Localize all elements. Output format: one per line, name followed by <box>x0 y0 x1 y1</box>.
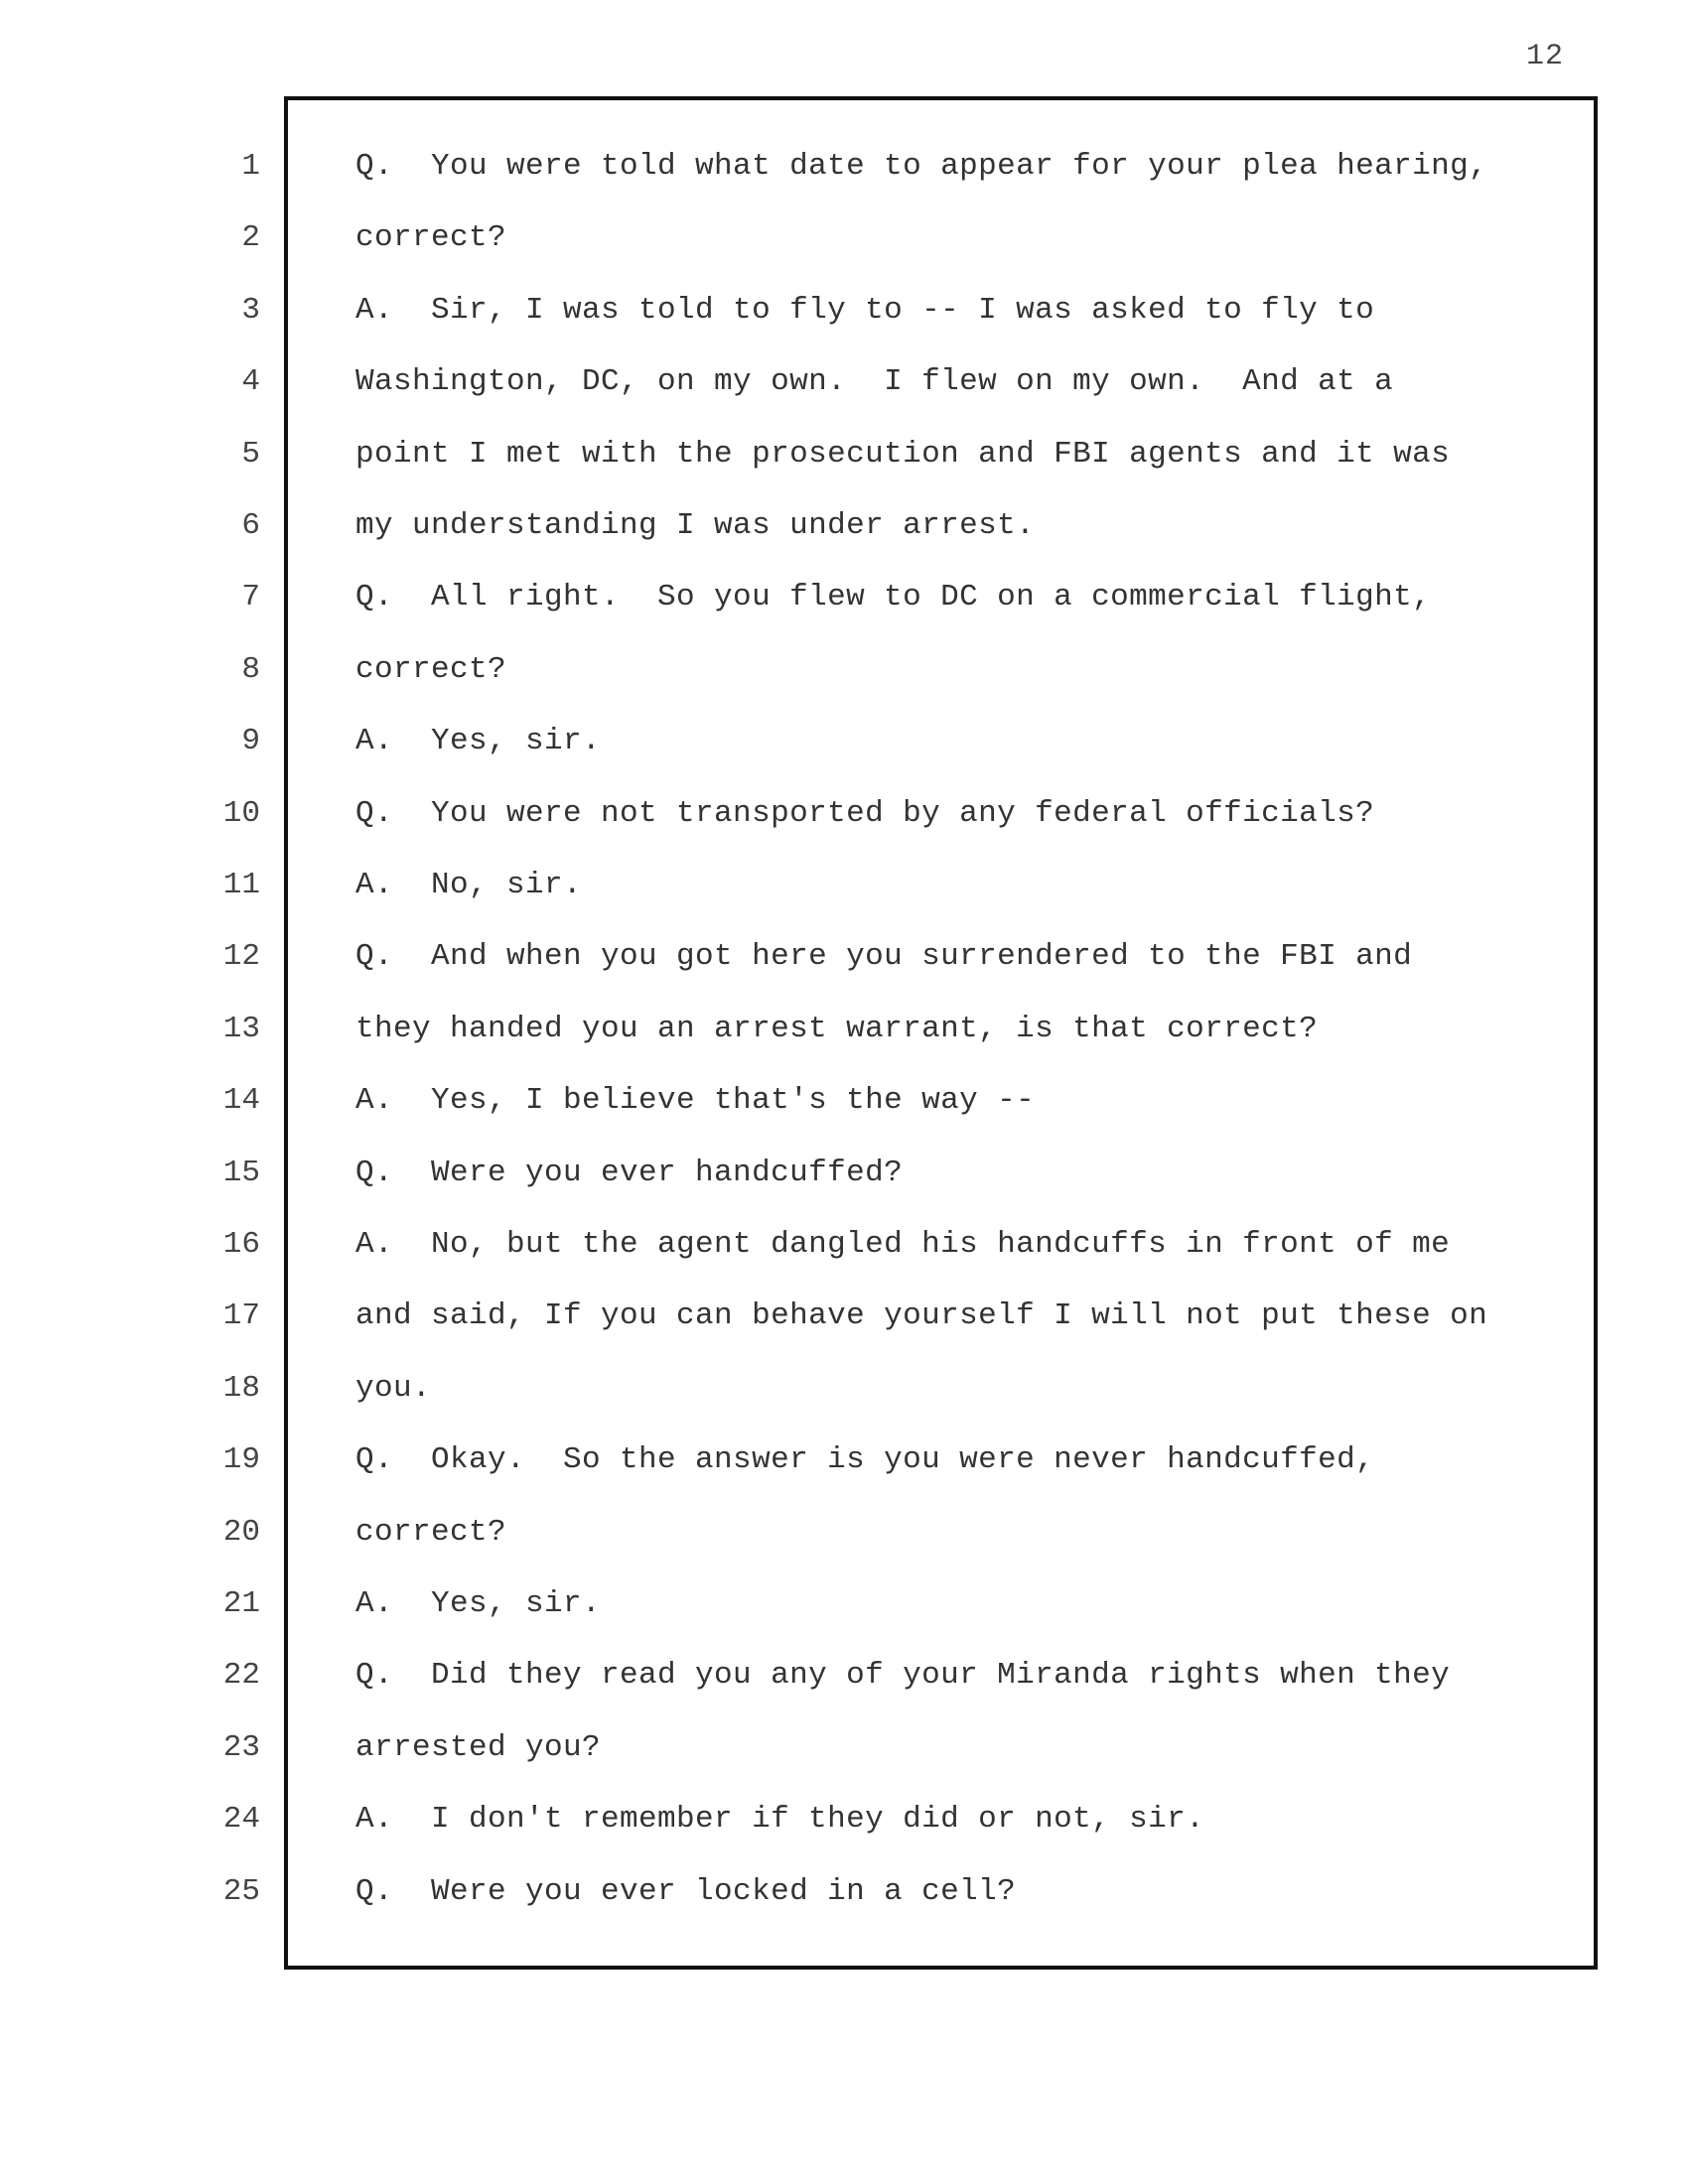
transcript-line: A. No, sir. <box>355 868 583 902</box>
line-number: 12 <box>222 939 260 974</box>
line-number: 15 <box>222 1156 260 1190</box>
line-number: 19 <box>222 1442 260 1477</box>
transcript-line: A. Yes, sir. <box>355 724 602 758</box>
transcript-line: Q. Okay. So the answer is you were never handcuffed, <box>355 1442 1375 1477</box>
transcript-line: A. No, but the agent dangled his handcuffs in front of me <box>355 1227 1451 1262</box>
line-number: 5 <box>241 437 260 472</box>
line-number: 2 <box>241 220 260 255</box>
transcript-line: A. Yes, I believe that's the way -- <box>355 1083 1036 1118</box>
line-number: 10 <box>222 796 260 831</box>
line-number: 24 <box>222 1802 260 1837</box>
line-number: 1 <box>241 149 260 184</box>
transcript-line: correct? <box>355 220 507 255</box>
line-number: 22 <box>222 1658 260 1693</box>
line-number: 14 <box>222 1083 260 1118</box>
transcript-line: and said, If you can behave yourself I will not put these on <box>355 1298 1488 1333</box>
transcript-line: Q. Did they read you any of your Miranda rights when they <box>355 1658 1451 1693</box>
transcript-line: point I met with the prosecution and FBI agents and it was <box>355 437 1451 472</box>
transcript-line: Washington, DC, on my own. I flew on my own. And at a <box>355 364 1394 399</box>
line-number: 9 <box>241 724 260 758</box>
line-number: 8 <box>241 652 260 687</box>
line-number: 16 <box>222 1227 260 1262</box>
transcript-line: arrested you? <box>355 1730 602 1765</box>
line-number: 6 <box>241 508 260 543</box>
transcript-line: Q. All right. So you flew to DC on a commercial flight, <box>355 580 1432 614</box>
line-number: 3 <box>241 293 260 328</box>
page-number: 12 <box>1525 40 1564 73</box>
line-number: 20 <box>222 1515 260 1550</box>
transcript-line: Q. And when you got here you surrendered to the FBI and <box>355 939 1413 974</box>
line-number: 21 <box>222 1586 260 1621</box>
line-number: 17 <box>222 1298 260 1333</box>
transcript-line: they handed you an arrest warrant, is that correct? <box>355 1012 1319 1046</box>
transcript-line: my understanding I was under arrest. <box>355 508 1036 543</box>
transcript-line: correct? <box>355 652 507 687</box>
line-number: 13 <box>222 1012 260 1046</box>
transcript-line: A. I don't remember if they did or not, sir. <box>355 1802 1205 1837</box>
line-number: 11 <box>222 868 260 902</box>
transcript-line: correct? <box>355 1515 507 1550</box>
transcript-line: A. Sir, I was told to fly to -- I was asked to fly to <box>355 293 1375 328</box>
transcript-line: Q. You were not transported by any federal officials? <box>355 796 1375 831</box>
transcript-line: you. <box>355 1371 432 1406</box>
line-number: 4 <box>241 364 260 399</box>
line-number: 7 <box>241 580 260 614</box>
line-number: 25 <box>222 1874 260 1909</box>
line-number: 23 <box>222 1730 260 1765</box>
transcript-line: Q. Were you ever handcuffed? <box>355 1156 904 1190</box>
transcript-line: A. Yes, sir. <box>355 1586 602 1621</box>
transcript-line: Q. You were told what date to appear for your plea hearing, <box>355 149 1488 184</box>
line-number: 18 <box>222 1371 260 1406</box>
transcript-line: Q. Were you ever locked in a cell? <box>355 1874 1017 1909</box>
